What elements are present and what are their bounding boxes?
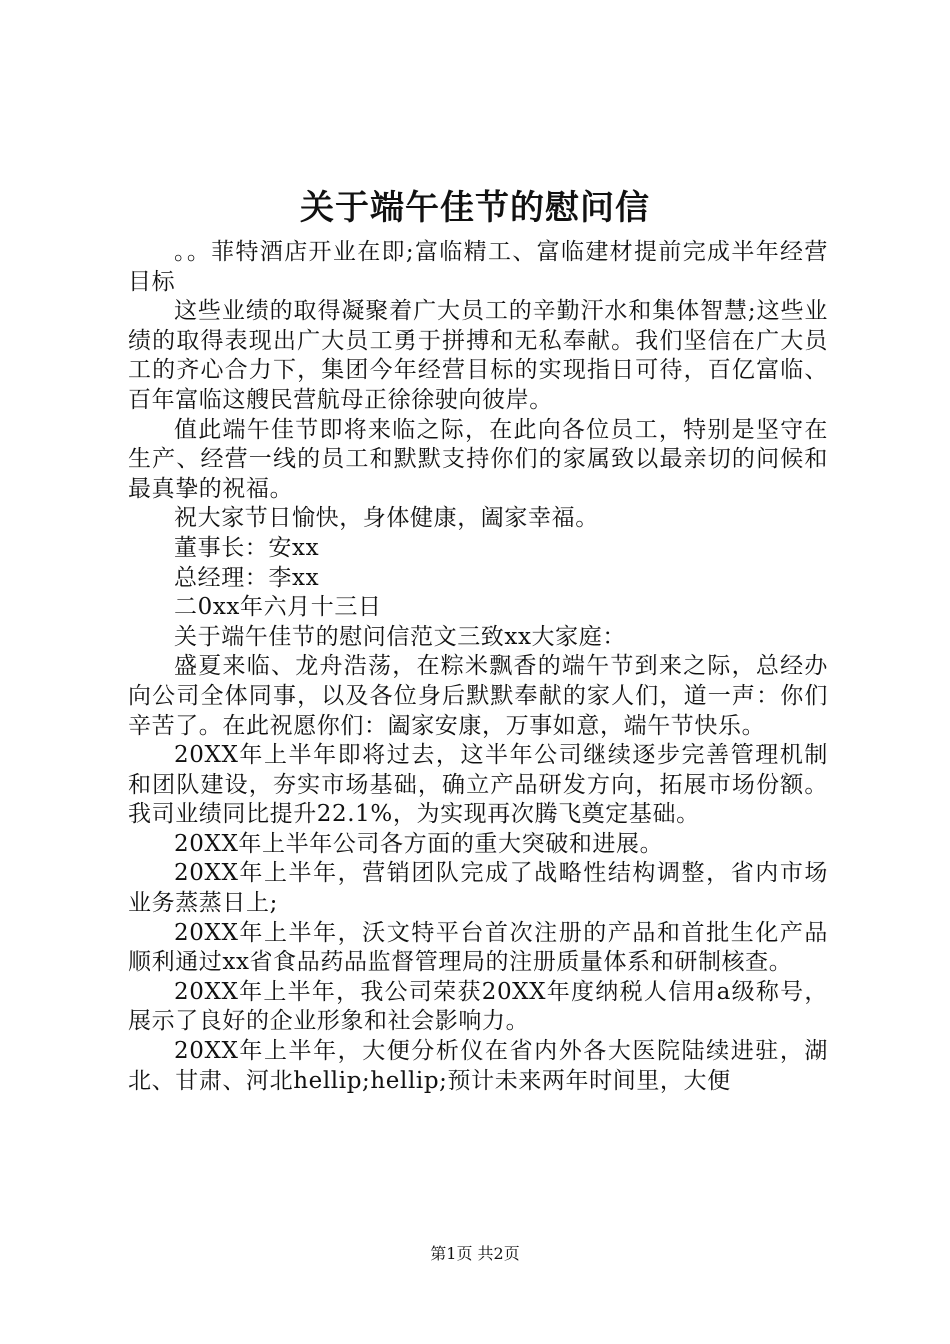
- section-heading: 关于端午佳节的慰问信范文三致xx大家庭：: [174, 623, 626, 650]
- paragraph: 这些业绩的取得凝聚着广大员工的辛勤汗水和集体智慧;这些业绩的取得表现出广大员工勇于拼搏和无私奉献。我们坚信在广大员工的齐心合力下，集团今年经营目标的实现指日可待，百亿富临、百年富临这艘民营航母正徐徐驶向彼岸。: [128, 298, 828, 413]
- document-body: [128, 238, 828, 1096]
- paragraph: 。。菲特酒店开业在即;富临精工、富临建材提前完成半年经营目标: [128, 239, 828, 295]
- paragraph: 20XX年上半年公司各方面的重大突破和进展。: [174, 830, 664, 857]
- paragraph: 20XX年上半年，大便分析仪在省内外各大医院陆续进驻，湖北、甘肃、河北hellip;hellip;预计未来两年时间里，大便: [128, 1038, 828, 1094]
- signature-general-manager: 总经理：李xx: [174, 564, 320, 591]
- paragraph: 20XX年上半年即将过去，这半年公司继续逐步完善管理机制和团队建设，夯实市场基础，确立产品研发方向，拓展市场份额。我司业绩同比提升22.1%，为实现再次腾飞奠定基础。: [128, 742, 828, 828]
- paragraph: 20XX年上半年，沃文特平台首次注册的产品和首批生化产品顺利通过xx省食品药品监督管理局的注册质量体系和研制核查。: [128, 919, 828, 976]
- letter-date: 二0xx年六月十三日: [174, 594, 382, 621]
- document-title: 关于端午佳节的慰问信: [300, 188, 650, 228]
- paragraph: 20XX年上半年，营销团队完成了战略性结构调整，省内市场业务蒸蒸日上;: [128, 860, 828, 917]
- paragraph: 盛夏来临、龙舟浩荡，在粽米飘香的端午节到来之际，总经办向公司全体同事，以及各位身后默默奉献的家人们，道一声：你们辛苦了。在此祝愿你们：阖家安康，万事如意，端午节快乐。: [128, 653, 828, 739]
- paragraph: 值此端午佳节即将来临之际，在此向各位员工，特别是坚守在生产、经营一线的员工和默默支持你们的家属致以最亲切的问候和最真挚的祝福。: [128, 416, 828, 502]
- signature-chairman: 董事长：安xx: [174, 534, 320, 561]
- paragraph: 20XX年上半年，我公司荣获20XX年度纳税人信用a级称号，展示了良好的企业形象和社会影响力。: [128, 978, 828, 1035]
- page-footer: 第1页 共2页: [430, 1244, 520, 1263]
- paragraph: 祝大家节日愉快，身体健康，阖家幸福。: [174, 505, 599, 532]
